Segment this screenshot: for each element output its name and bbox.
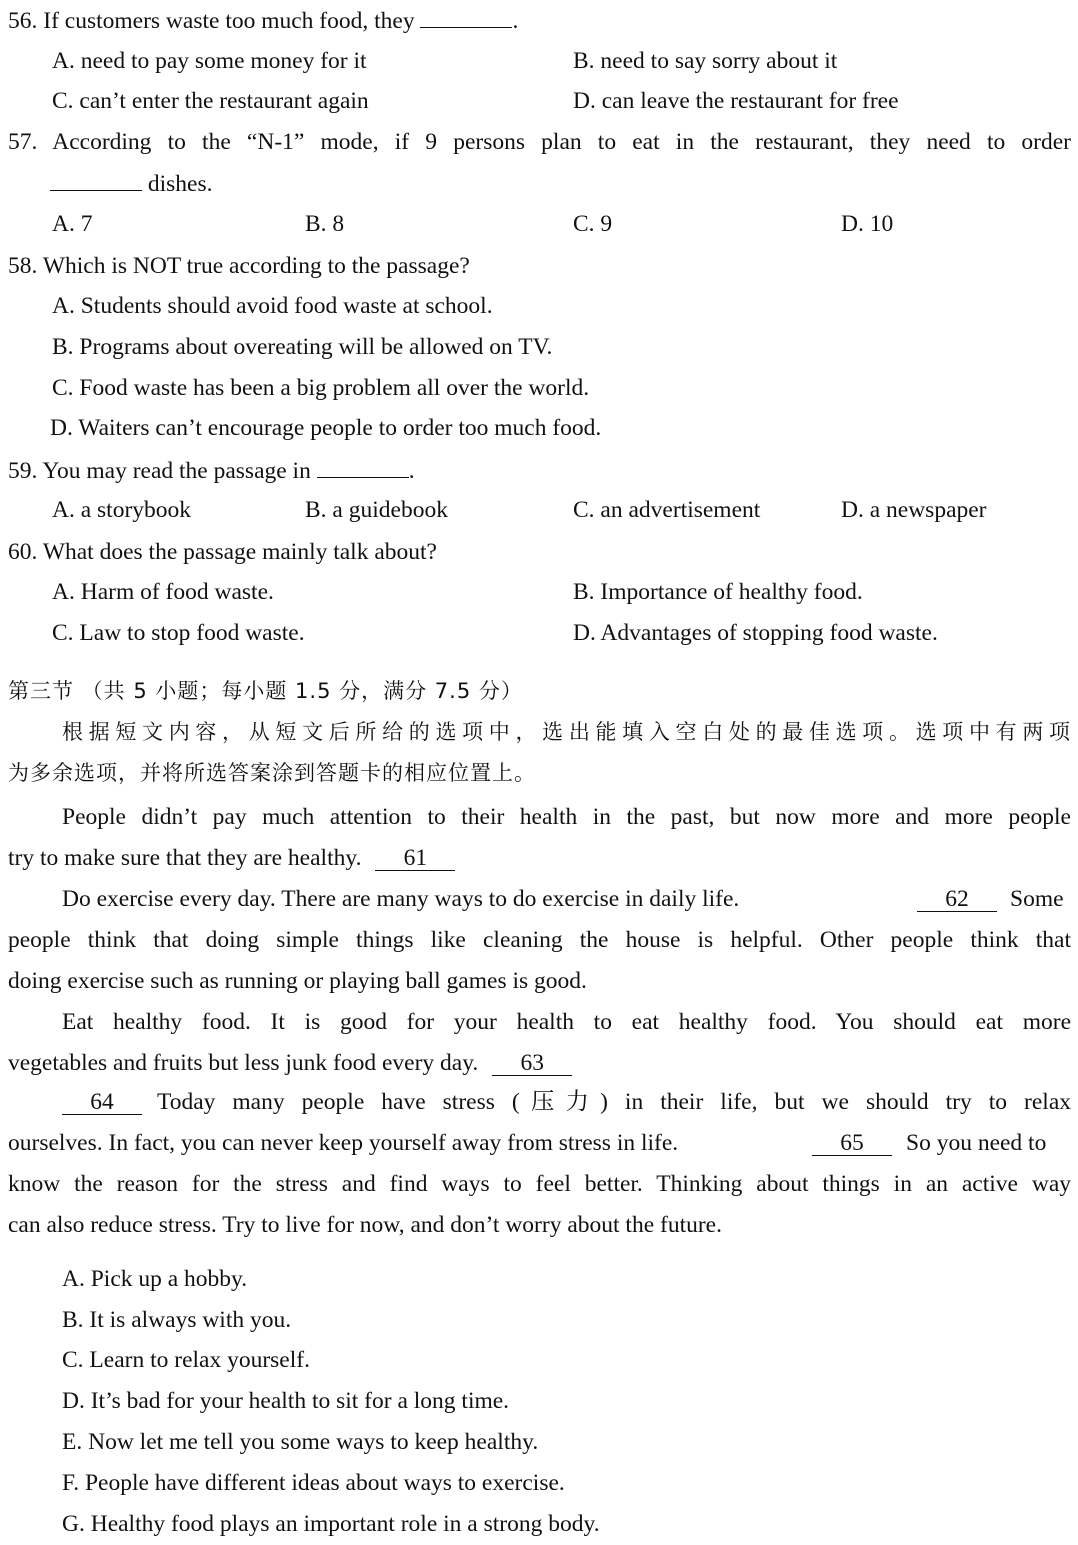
option-b: B. 8: [305, 211, 345, 237]
passage-paragraph: Today many people have stress (压力) in their life, but we should try to relax: [157, 1089, 1071, 1115]
option-g: G. Healthy food plays an important role in a strong body.: [62, 1511, 600, 1537]
option-a: A. Students should avoid food waste at school.: [52, 293, 493, 319]
passage-paragraph: vegetables and fruits but less junk food every day. 63: [8, 1048, 572, 1078]
passage-paragraph: can also reduce stress. Try to live for now, and don’t worry about the future.: [8, 1212, 722, 1238]
answer-blank: [317, 455, 409, 478]
passage-paragraph: People didn’t pay much attention to their health in the past, but now more and more people: [62, 804, 1071, 830]
option-f: F. People have different ideas about ways to exercise.: [62, 1470, 565, 1496]
option-b: B. need to say sorry about it: [573, 48, 838, 74]
blank-64: 64: [62, 1087, 142, 1117]
option-c: C. Law to stop food waste.: [52, 620, 305, 646]
option-c: C. 9: [573, 211, 613, 237]
passage-paragraph: So you need to: [906, 1130, 1047, 1156]
option-c: C. Learn to relax yourself.: [62, 1347, 310, 1373]
option-e: E. Now let me tell you some ways to keep healthy.: [62, 1429, 539, 1455]
passage-paragraph: ourselves. In fact, you can never keep yourself away from stress in life.: [8, 1130, 679, 1156]
passage-paragraph: doing exercise such as running or playing ball games is good.: [8, 968, 587, 994]
option-b: B. a guidebook: [305, 497, 448, 523]
option-d: D. a newspaper: [841, 497, 987, 523]
blank-63: 63: [492, 1051, 572, 1076]
answer-blank: [50, 168, 142, 191]
blank-65: 65: [812, 1128, 892, 1158]
option-d: D. Advantages of stopping food waste.: [573, 620, 938, 646]
option-d: D. Waiters can’t encourage people to order too much food.: [50, 415, 602, 441]
option-c: C. Food waste has been a big problem all over the world.: [52, 375, 590, 401]
option-b: B. Programs about overeating will be allowed on TV.: [52, 334, 553, 360]
passage-paragraph: Some: [1010, 886, 1064, 912]
question-60-stem: 60. What does the passage mainly talk about?: [8, 539, 437, 565]
question-57-stem: 57. According to the “N-1” mode, if 9 persons plan to eat in the restaurant, they need to order: [8, 129, 1071, 155]
blank-61: 61: [375, 846, 455, 871]
option-a: A. a storybook: [52, 497, 192, 523]
instructions: 根据短文内容，从短文后所给的选项中，选出能填入空白处的最佳选项。选项中有两项: [62, 720, 1071, 744]
answer-blank: [420, 5, 512, 28]
option-a: A. Pick up a hobby.: [62, 1266, 248, 1292]
question-57-stem-cont: dishes.: [50, 168, 213, 199]
option-b: B. It is always with you.: [62, 1307, 292, 1333]
option-a: A. Harm of food waste.: [52, 579, 274, 605]
passage-paragraph: try to make sure that they are healthy. 61: [8, 843, 455, 873]
option-d: D. can leave the restaurant for free: [573, 88, 899, 114]
question-56-stem: 56. If customers waste too much food, they .: [8, 5, 518, 36]
option-a: A. need to pay some money for it: [52, 48, 367, 74]
option-d: D. 10: [841, 211, 894, 237]
passage-paragraph: Do exercise every day. There are many ways to do exercise in daily life.: [62, 886, 740, 912]
question-59-stem: 59. You may read the passage in .: [8, 455, 415, 486]
option-d: D. It’s bad for your health to sit for a long time.: [62, 1388, 510, 1414]
option-b: B. Importance of healthy food.: [573, 579, 863, 605]
blank-62: 62: [917, 884, 997, 914]
question-58-stem: 58. Which is NOT true according to the passage?: [8, 253, 470, 279]
option-c: C. an advertisement: [573, 497, 761, 523]
option-c: C. can’t enter the restaurant again: [52, 88, 369, 114]
passage-paragraph: Eat healthy food. It is good for your health to eat healthy food. You should eat more: [62, 1009, 1071, 1035]
passage-paragraph: people think that doing simple things like cleaning the house is helpful. Other people think that: [8, 927, 1071, 953]
section-heading: 第三节 （共 5 小题；每小题 1.5 分，满分 7.5 分）: [8, 679, 523, 703]
passage-paragraph: know the reason for the stress and find ways to feel better. Thinking about things in an active way: [8, 1171, 1071, 1197]
instructions-cont: 为多余选项，并将所选答案涂到答题卡的相应位置上。: [8, 761, 536, 785]
option-a: A. 7: [52, 211, 93, 237]
